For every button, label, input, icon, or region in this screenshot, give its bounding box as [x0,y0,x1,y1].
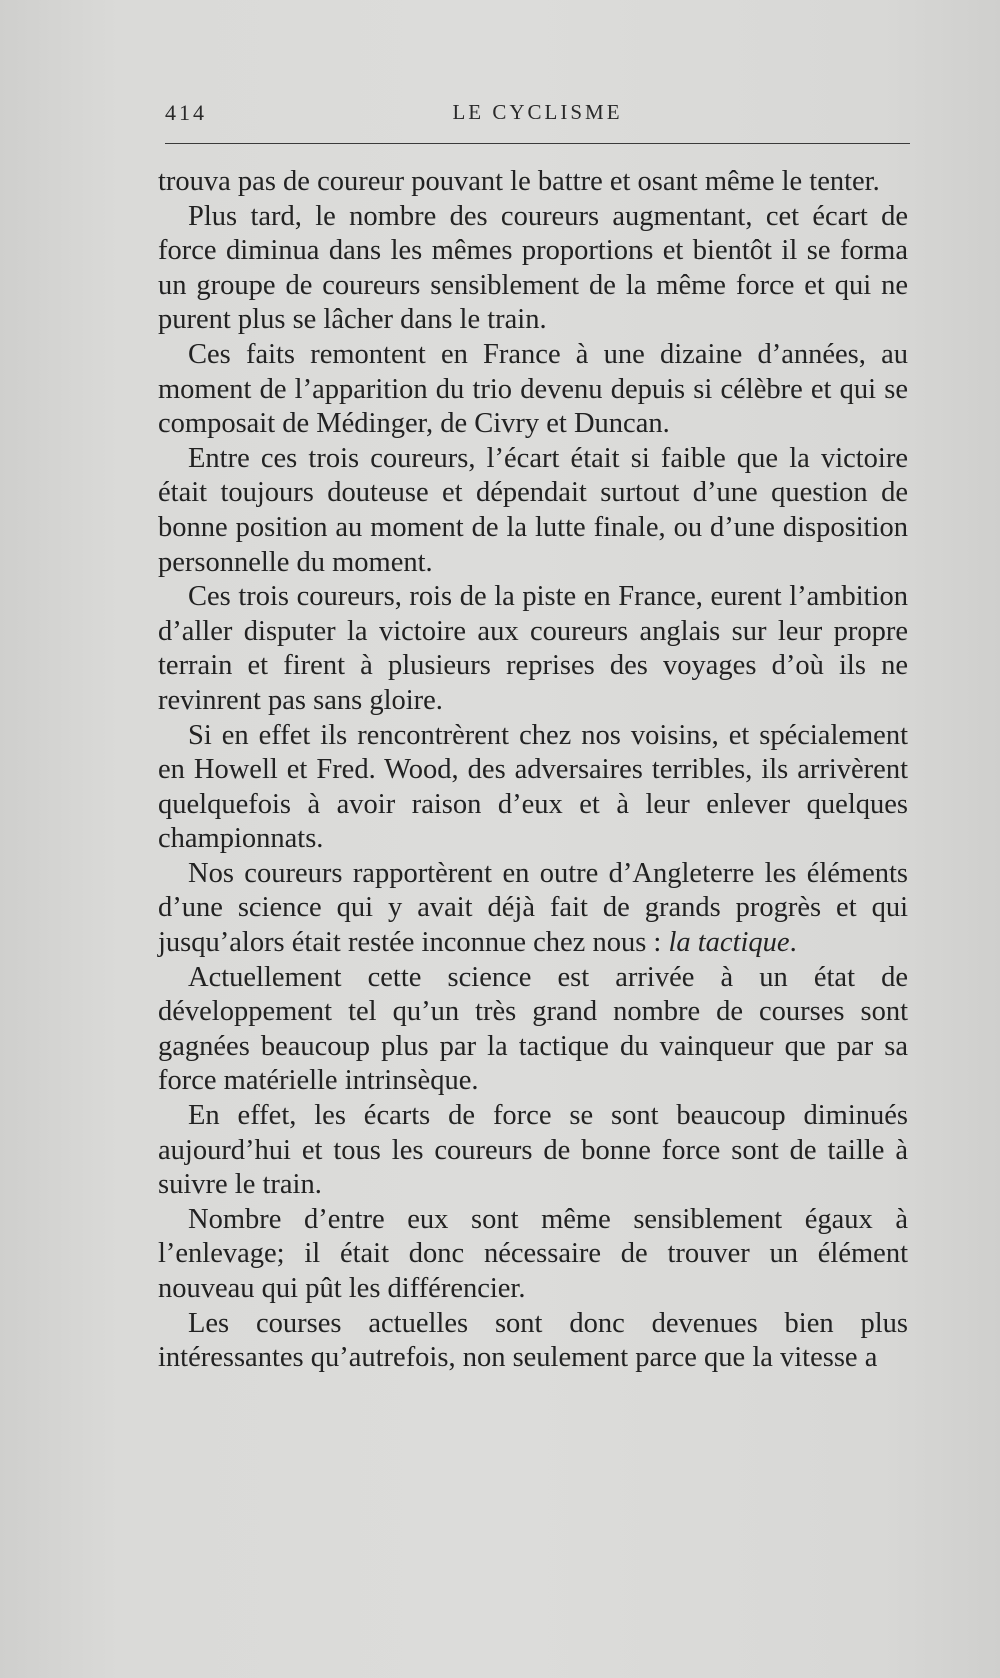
page-header [165,100,910,130]
running-title: LE CYCLISME [452,100,623,124]
paragraph: Plus tard, le nombre des coureurs augmentant, cet écart de force diminua dans les mêmes proportions et bientôt il se forma un groupe de coureurs sensiblement de la même force et qui ne purent plus se lâcher dans le train. [158,200,908,336]
paragraph: En effet, les écarts de force se sont beaucoup diminués aujourd’hui et tous les coureurs de bonne force sont de taille à suivre le train. [158,1100,908,1201]
page-number: 414 [165,100,207,125]
paragraph: Ces trois coureurs, rois de la piste en France, eurent l’ambition d’aller disputer la victoire aux coureurs anglais sur leur propre terrain et firent à plusieurs reprises des voyages d’où ils ne revinrent pas sans gloire. [158,581,908,716]
paragraph: trouva pas de coureur pouvant le battre et osant même le tenter. [158,166,880,197]
paragraph: Si en effet ils rencontrèrent chez nos voisins, et spécialement en Howell et Fred. Wood, des adversaires terribles, ils arrivèrent quelquefois à avoir raison d’eux et à leur enlever quelques championnats. [158,719,908,855]
italic-term: la tactique [668,927,790,959]
paragraph: Ces faits remontent en France à une dizaine d’années, au moment de l’apparition du trio devenu depuis si célèbre et qui se composait de Médinger, de Civry et Duncan. [158,338,908,440]
paragraph-text: Nos coureurs rapportèrent en outre d’Angleterre les éléments d’une science qui y avait déjà fait de grands progrès et qui jusqu’alors était restée inconnue chez nous : [158,857,908,959]
body-text [158,165,908,1376]
paragraph: Actuellement cette science est arrivée à un état de développement tel qu’un très grand nombre de courses sont gagnées beaucoup plus par la tactique du vainqueur que par sa force matérielle intrinsèque. [158,961,908,1097]
header-rule [165,143,910,144]
paragraph [158,857,908,961]
paragraph-end: . [789,927,797,959]
paragraph: Les courses actuelles sont donc devenues bien plus intéressantes qu’autrefois, non seulement parce que la vitesse a [158,1307,908,1374]
paragraph: Nombre d’entre eux sont même sensiblement égaux à l’enlevage; il était donc nécessaire de trouver un élément nouveau qui pût les différencier. [158,1203,908,1304]
paragraph: Entre ces trois coureurs, l’écart était si faible que la victoire était toujours douteuse et dépendait surtout d’une question de bonne position au moment de la lutte finale, ou d’une disposition personnelle du moment. [158,442,908,578]
